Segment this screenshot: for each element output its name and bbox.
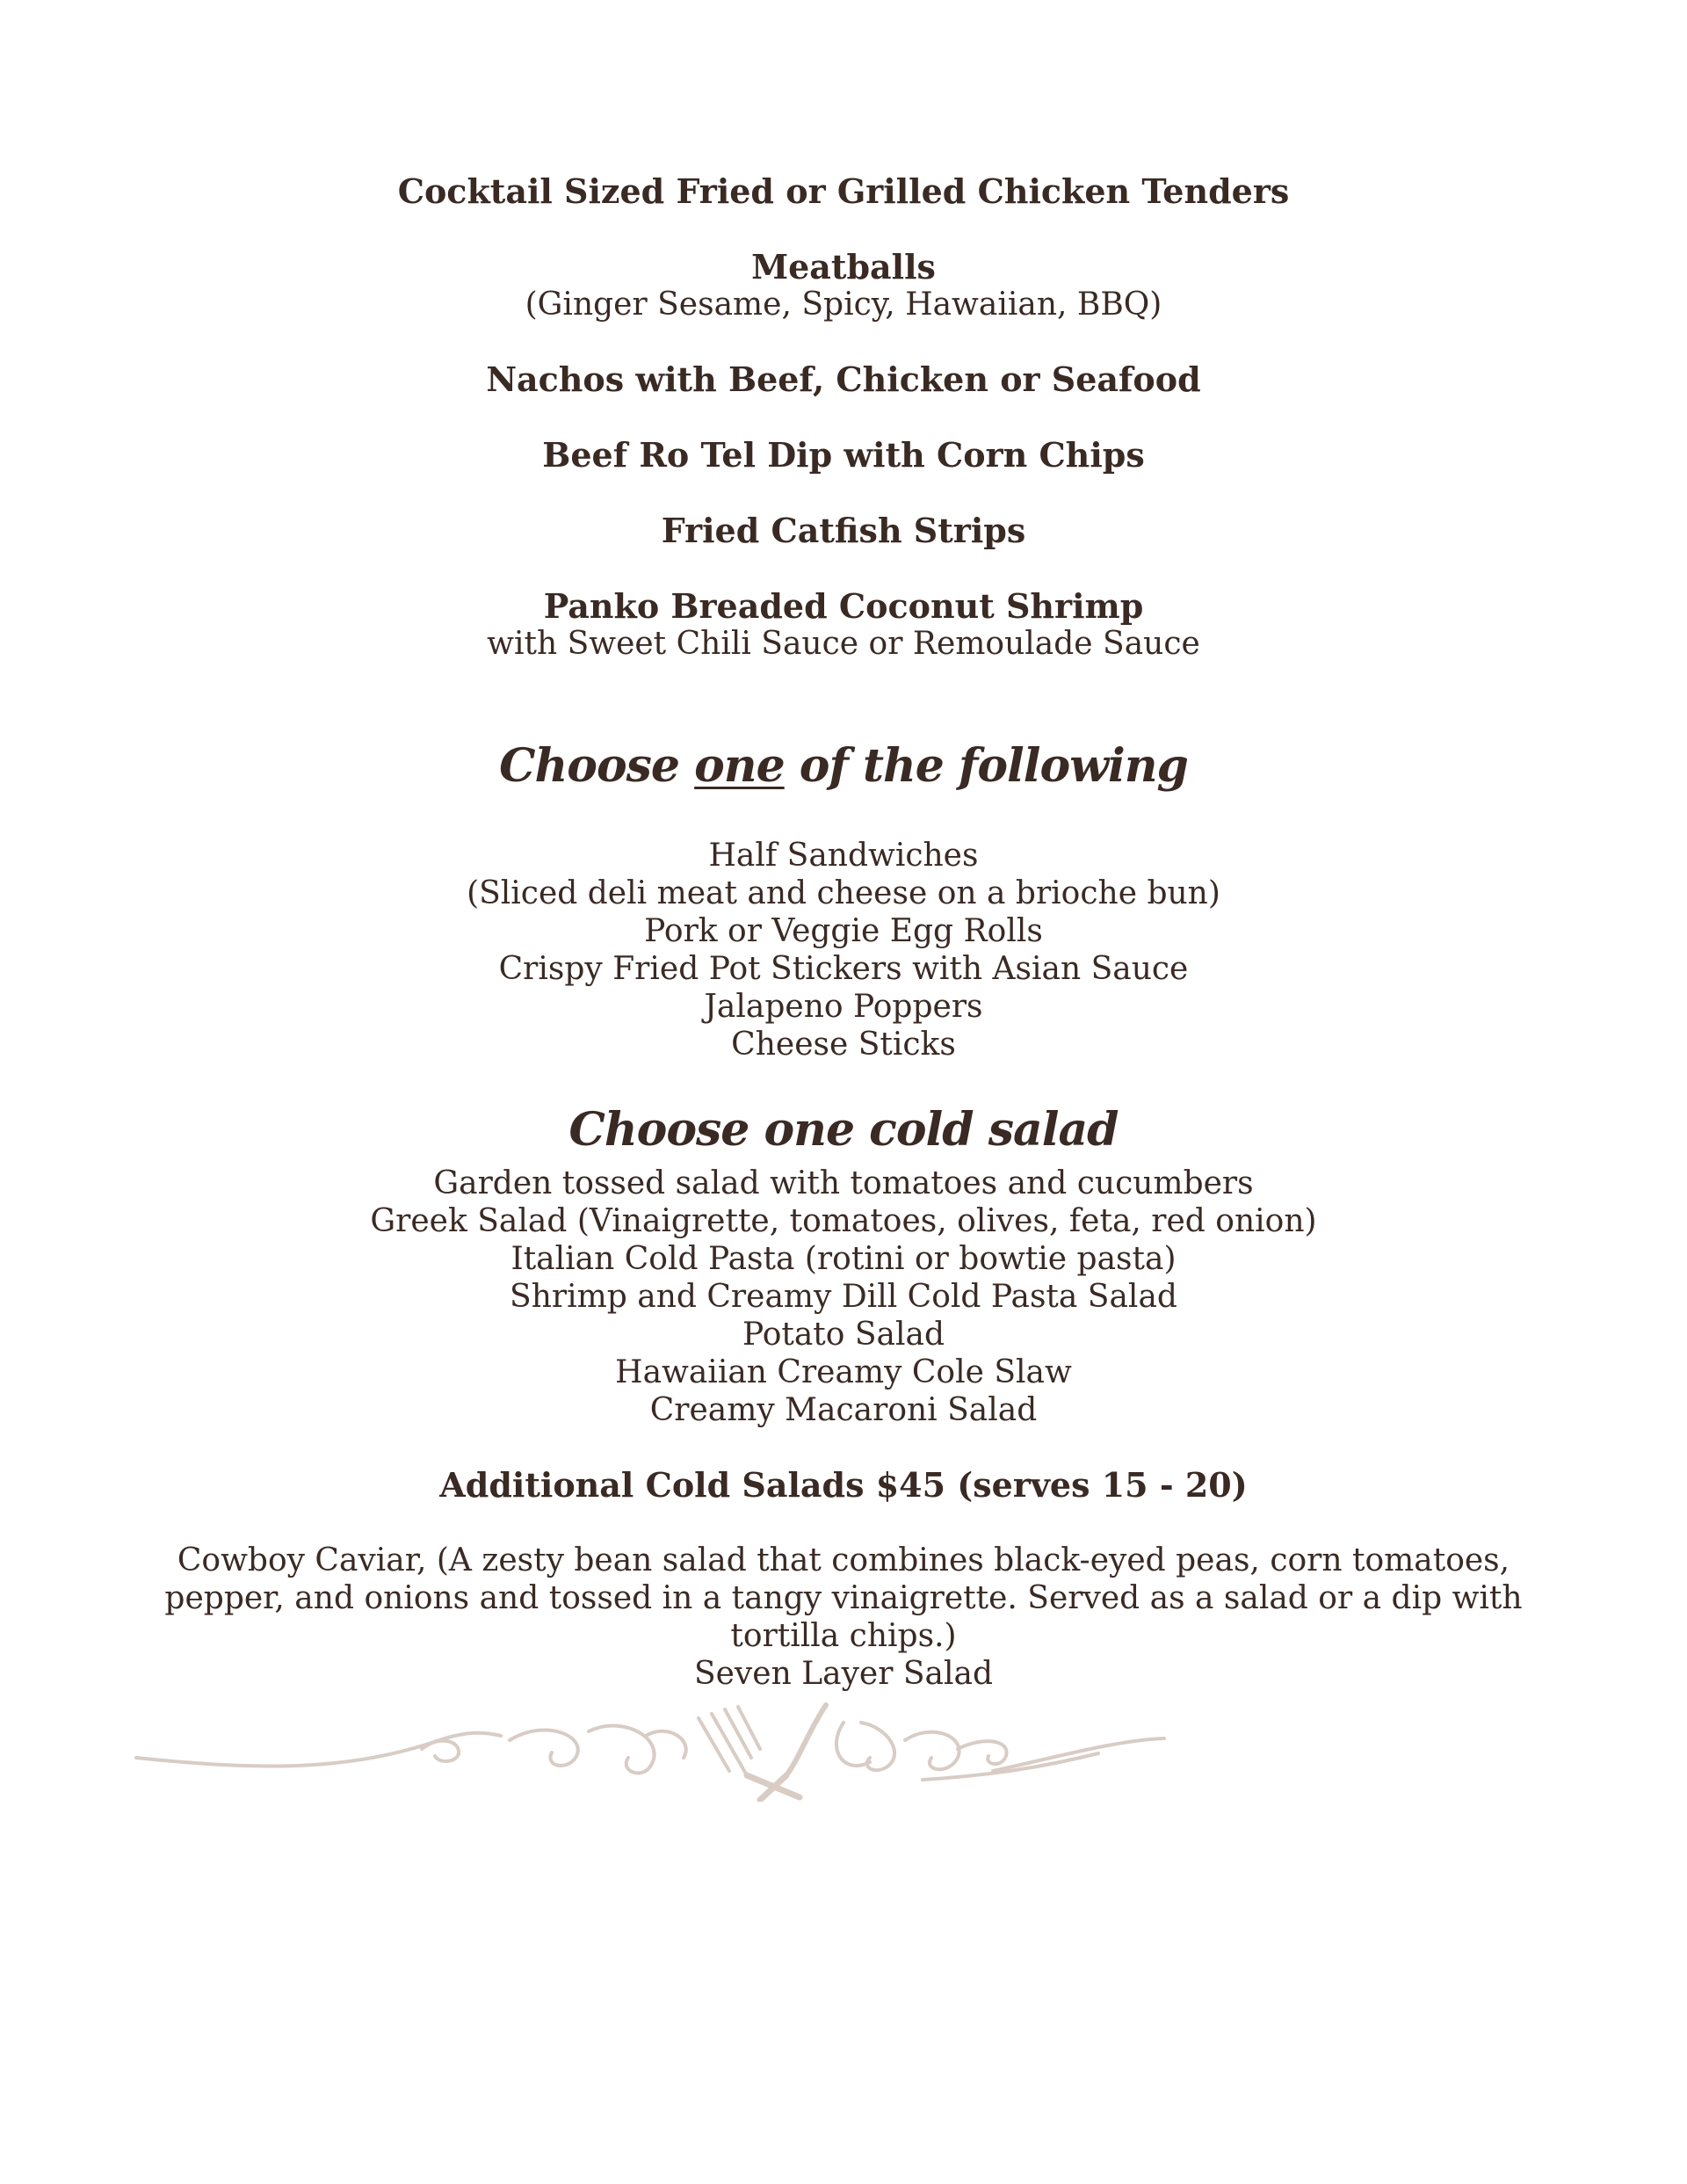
list-item: Creamy Macaroni Salad	[649, 1392, 1038, 1428]
item-subtitle: with Sweet Chili Sauce or Remoulade Sauce	[487, 626, 1200, 662]
choose-heading-before: Choose	[499, 739, 695, 793]
list-item: Jalapeno Poppers	[704, 989, 983, 1025]
list-item: Italian Cold Pasta (rotini or bowtie pasta)	[510, 1241, 1177, 1277]
list-item: Greek Salad (Vinaigrette, tomatoes, olives, feta, red onion)	[370, 1203, 1317, 1239]
item-title: Cocktail Sized Fried or Grilled Chicken Tenders	[397, 171, 1290, 211]
list-item: Cheese Sticks	[731, 1027, 956, 1063]
item-subtitle: (Ginger Sesame, Spicy, Hawaiian, BBQ)	[525, 287, 1162, 323]
additional-heading: Additional Cold Salads $45 (serves 15 - 20)	[439, 1465, 1248, 1505]
choose-heading-after: of the following	[784, 739, 1188, 793]
list-item: Half Sandwiches	[708, 838, 979, 874]
list-item: Garden tossed salad with tomatoes and cucumbers	[433, 1165, 1254, 1201]
list-item: Hawaiian Creamy Cole Slaw	[615, 1354, 1072, 1390]
cowboy-caviar-text: Cowboy Caviar, (A zesty bean salad that combines black-eyed peas, corn tomatoes, pepper, and onions and tossed in a tangy vinaigrette. Served as a salad or a dip with tortilla chips.)	[164, 1542, 1523, 1654]
list-item: Crispy Fried Pot Stickers with Asian Sauce	[498, 951, 1189, 987]
item-title: Meatballs	[751, 247, 936, 287]
item-title: Panko Breaded Coconut Shrimp	[543, 586, 1144, 626]
list-item: Pork or Veggie Egg Rolls	[644, 913, 1043, 949]
item-title: Beef Ro Tel Dip with Corn Chips	[542, 435, 1145, 475]
salad-heading: Choose one cold salad	[568, 1103, 1119, 1157]
list-item: (Sliced deli meat and cheese on a brioche bun)	[467, 875, 1220, 911]
item-title: Nachos with Beef, Chicken or Seafood	[486, 359, 1201, 399]
item-title: Fried Catfish Strips	[661, 511, 1026, 550]
fork-knife-flourish-icon	[132, 1687, 1169, 1802]
choose-heading-underlined: one	[694, 739, 785, 793]
list-item: Potato Salad	[742, 1317, 945, 1353]
choose-heading	[0, 740, 1687, 793]
seven-layer-salad: Seven Layer Salad	[693, 1656, 994, 1692]
list-item: Shrimp and Creamy Dill Cold Pasta Salad	[510, 1279, 1177, 1315]
